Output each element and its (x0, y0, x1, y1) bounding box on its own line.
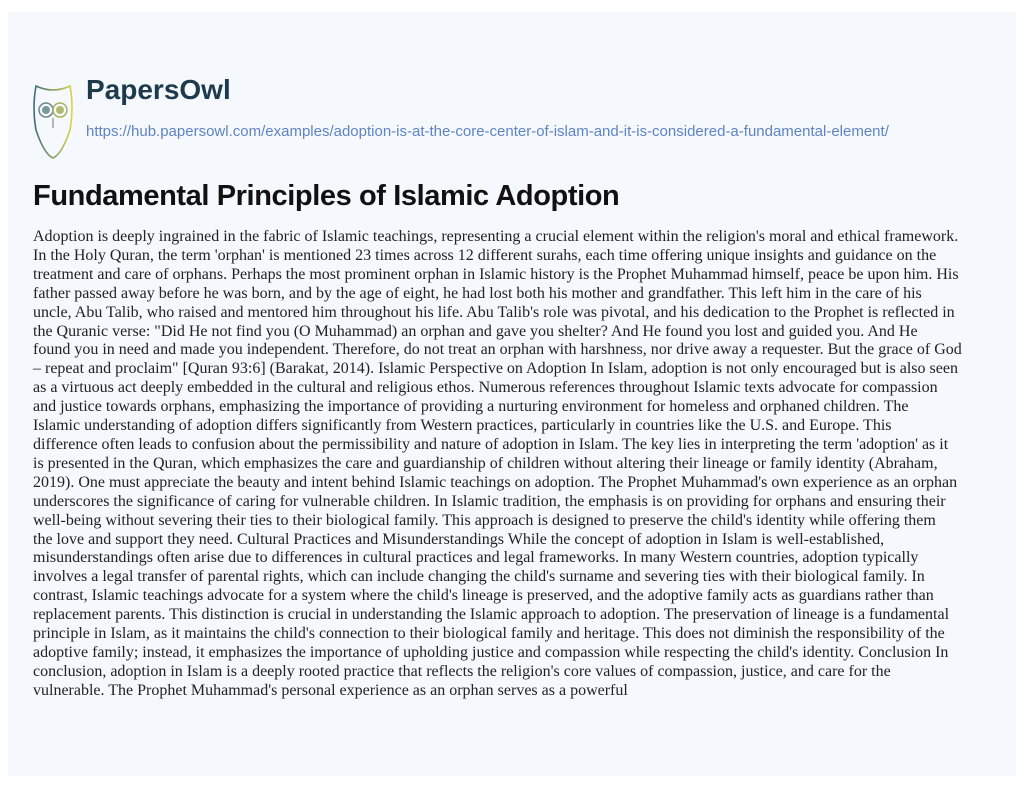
body-line: vulnerable. The Prophet Muhammad's personal experience as an orphan serves as a powerful (33, 681, 628, 699)
page-title: Fundamental Principles of Islamic Adoption (33, 180, 620, 212)
body-line: adoptive family; instead, it emphasizes the importance of upholding justice and compassion while respecting the child's identity. Conclusion In (33, 643, 949, 661)
body-line: is presented in the Quran, which emphasizes the care and guardianship of children without altering their lineage or family identity (Abraham, (33, 454, 938, 472)
body-line: involves a legal transfer of parental rights, which can include changing the child's surname and severing ties with their biological family. In (33, 568, 925, 586)
body-line: Islamic understanding of adoption differs significantly from Western practices, particularly in countries like the U.S. and Europe. This (33, 417, 892, 435)
body-line: replacement parents. This distinction is crucial in understanding the Islamic approach to adoption. The preservation of lineage is a fundamental (33, 606, 950, 624)
body-line: the love and support they need. Cultural Practices and Misunderstandings While the concept of adoption in Islam is well-established, (33, 530, 885, 548)
body-line: Adoption is deeply ingrained in the fabric of Islamic teachings, representing a crucial element within the religion's moral and ethical framework. (33, 228, 959, 245)
body-line: misunderstandings often arise due to differences in cultural practices and legal frameworks. In many Western countries, adoption typically (33, 549, 919, 567)
body-line: 2019). One must appreciate the beauty and intent behind Islamic teachings on adoption. The Prophet Muhammad's own experience as an orphan (33, 473, 958, 491)
body-line: found you in need and made you independent. Therefore, do not treat an orphan with harshness, nor drive away a requester. But the grace of God (33, 341, 962, 359)
body-line: as a virtuous act deeply embedded in the cultural and religious ethos. Numerous references throughout Islamic texts advocate for compassion (33, 379, 938, 397)
body-line: the Quranic verse: "Did He not find you (O Muhammad) an orphan and gave you shelter? And He found you lost and guided you. And He (33, 322, 918, 340)
body-line: uncle, Abu Talib, who raised and mentored him throughout his life. Abu Talib's role was pivotal, and his dedication to the Prophet is reflected in (33, 303, 955, 321)
body-line: contrast, Islamic teachings advocate for a system where the child's lineage is preserved, and the adoptive family acts as guardians rather than (33, 587, 934, 605)
body-line: treatment and care of orphans. Perhaps the most prominent orphan in Islamic history is the Prophet Muhammad himself, peace be upon him. His (33, 265, 959, 283)
body-line: conclusion, adoption in Islam is a deeply rooted practice that reflects the religion's core values of compassion, justice, and care for the (33, 662, 891, 680)
brand-name: PapersOwl (86, 74, 231, 105)
body-line: underscores the significance of caring for vulnerable children. In Islamic tradition, the emphasis is on providing for orphans and ensuring their (33, 492, 946, 510)
owl-icon (32, 78, 74, 162)
essay-body (33, 228, 962, 701)
body-line: father passed away before he was born, and by the age of eight, he had lost both his mother and grandfather. This left him in the care of his (33, 284, 922, 302)
body-line: and justice towards orphans, emphasizing the importance of providing a nurturing environment for homeless and orphaned children. The (33, 398, 909, 416)
source-url-link[interactable]: https://hub.papersowl.com/examples/adoption-is-at-the-core-center-of-islam-and-it-is-considered-a-fundamental-element/ (86, 123, 889, 140)
body-line: well-being without severing their ties to their biological family. This approach is designed to preserve the child's identity while offering them (33, 511, 936, 529)
document-card (8, 12, 1016, 776)
body-line: – repeat and proclaim" [Quran 93:6] (Barakat, 2014). Islamic Perspective on Adoption In Islam, adoption is not only encouraged but is also seen (33, 360, 958, 378)
body-line: principle in Islam, as it maintains the child's connection to their biological family and heritage. This does not diminish the responsibility of the (33, 625, 945, 643)
body-line: In the Holy Quran, the term 'orphan' is mentioned 23 times across 12 different surahs, each time offering unique insights and guidance on the (33, 246, 937, 264)
body-line: difference often leads to confusion about the permissibility and nature of adoption in Islam. The key lies in interpreting the term 'adoption' as it (33, 435, 949, 453)
